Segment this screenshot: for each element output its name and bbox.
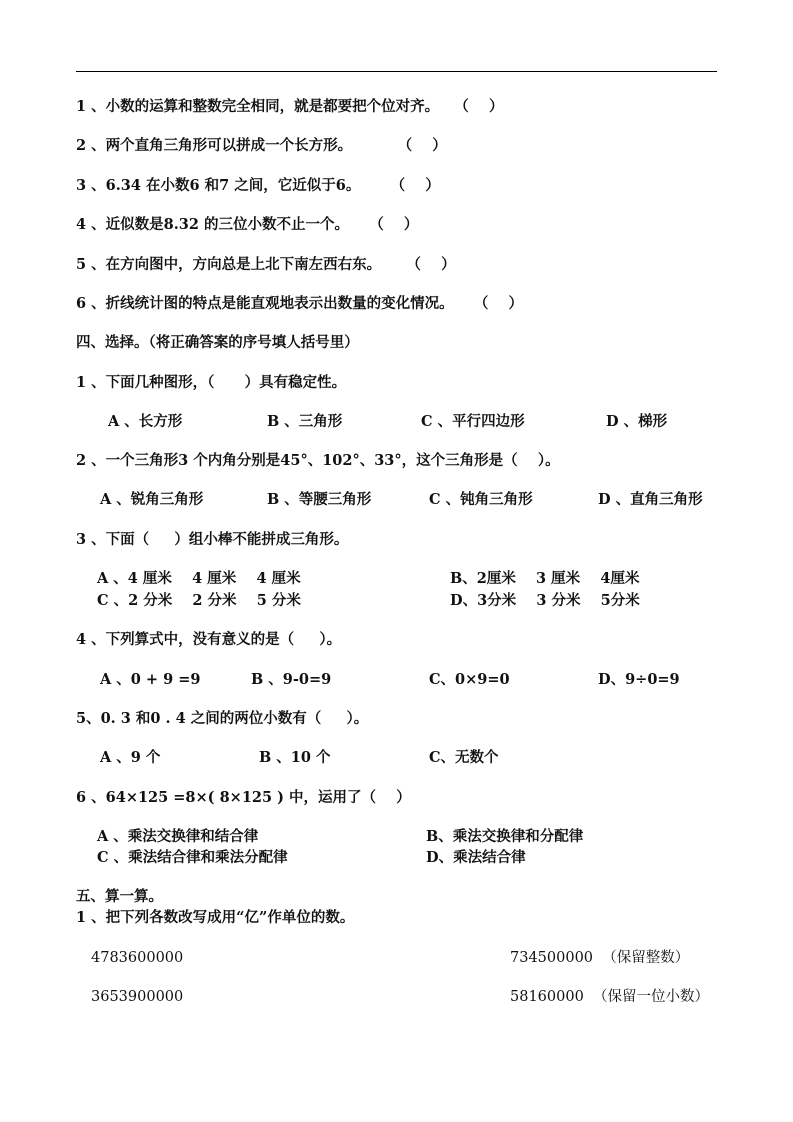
q2-option-d: D 、直角三角形: [598, 491, 703, 508]
judgement-item-1: 1 、小数的运算和整数完全相同，就是都要把个位对齐。 （ ）: [76, 98, 504, 115]
q4-option-d: D、9÷0=9: [598, 671, 680, 688]
q4-stem: 4 、下列算式中，没有意义的是（ ）。: [76, 631, 342, 648]
section-4-heading: 四、选择。（将正确答案的序号填人括号里）: [76, 334, 359, 351]
section-5-q1-stem: 1 、把下列各数改写成用“亿”作单位的数。: [76, 909, 355, 926]
q2-stem: 2 、一个三角形3 个内角分别是45°、102°、33°，这个三角形是（ ）。: [76, 452, 560, 469]
q4-option-c: C、0×9=0: [429, 671, 510, 688]
q5-stem: 5、0. 3 和0 . 4 之间的两位小数有（ ）。: [76, 710, 369, 727]
judgement-item-3: 3 、6.34 在小数6 和7 之间，它近似于6。 （ ）: [76, 177, 440, 194]
q1-stem: 1 、下面几种图形，（ ）具有稳定性。: [76, 374, 347, 391]
judgement-item-6: 6 、折线统计图的特点是能直观地表示出数量的变化情况。 （ ）: [76, 295, 524, 312]
q2-option-a: A 、锐角三角形: [100, 491, 204, 508]
q4-option-b: B 、9-0=9: [251, 671, 332, 688]
q3-option-d: D、3分米 3 分米 5分米: [450, 592, 640, 609]
q6-option-b: B、乘法交换律和分配律: [426, 828, 584, 845]
q6-option-a: A 、乘法交换律和结合律: [97, 828, 259, 845]
q2-option-b: B 、等腰三角形: [267, 491, 372, 508]
q3-option-a: A 、4 厘米 4 厘米 4 厘米: [97, 570, 301, 587]
q1-option-d: D 、梯形: [606, 413, 668, 430]
q3-option-b: B、2厘米 3 厘米 4厘米: [450, 570, 640, 587]
convert-item-3: 3653900000: [91, 989, 184, 1005]
q6-stem: 6 、64×125 =8×( 8×125 ) 中，运用了（ ）: [76, 789, 411, 806]
convert-item-4: 58160000 （保留一位小数）: [510, 989, 710, 1005]
q5-option-b: B 、10 个: [259, 749, 331, 766]
section-5-heading: 五、算一算。: [76, 888, 163, 905]
q4-option-a: A 、0 + 9 =9: [100, 671, 201, 688]
q5-option-c: C、无数个: [429, 749, 499, 766]
q1-option-a: A 、长方形: [108, 413, 183, 430]
q6-option-d: D、乘法结合律: [426, 849, 526, 866]
q3-option-c: C 、2 分米 2 分米 5 分米: [97, 592, 301, 609]
convert-item-2: 734500000 （保留整数）: [510, 950, 690, 966]
q2-option-c: C 、钝角三角形: [429, 491, 533, 508]
judgement-item-5: 5 、在方向图中，方向总是上北下南左西右东。 （ ）: [76, 256, 456, 273]
q1-option-b: B 、三角形: [267, 413, 343, 430]
q5-option-a: A 、9 个: [100, 749, 161, 766]
q6-option-c: C 、乘法结合律和乘法分配律: [97, 849, 288, 866]
header-rule: [76, 71, 717, 72]
judgement-item-2: 2 、两个直角三角形可以拼成一个长方形。 （ ）: [76, 137, 447, 154]
convert-item-1: 4783600000: [91, 950, 184, 966]
q1-option-c: C 、平行四边形: [421, 413, 525, 430]
q3-stem: 3 、下面（ ）组小棒不能拼成三角形。: [76, 531, 349, 548]
judgement-item-4: 4 、近似数是8.32 的三位小数不止一个。 （ ）: [76, 216, 419, 233]
